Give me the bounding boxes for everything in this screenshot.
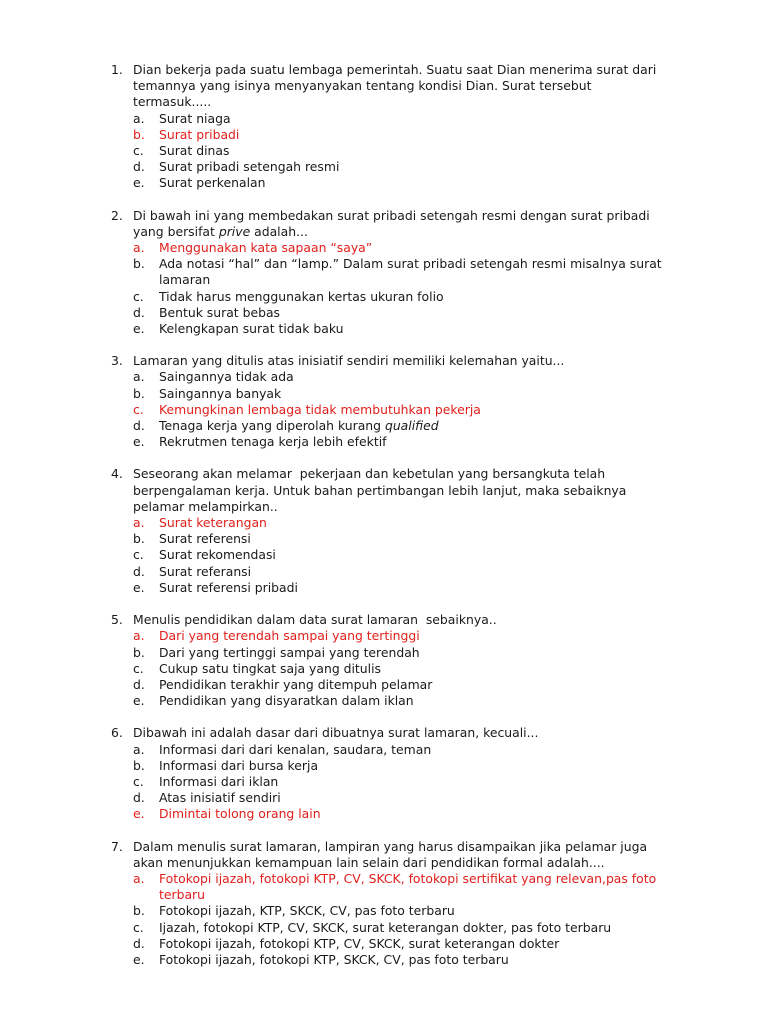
question-number: 2.: [111, 207, 123, 223]
option-text: Tidak harus menggunakan kertas ukuran folio: [159, 288, 444, 304]
option-letter: c.: [133, 401, 144, 417]
option-text: Cukup satu tingkat saja yang ditulis: [159, 660, 381, 676]
option-text-correct: Surat pribadi: [159, 126, 240, 142]
option-e: [0, 434, 768, 450]
option-letter: e.: [133, 434, 145, 450]
question-stem: [0, 353, 768, 369]
question-3: [0, 353, 768, 450]
option-text: Saingannya banyak: [159, 385, 282, 401]
option-c: [0, 774, 768, 790]
option-text: Surat perkenalan: [159, 175, 266, 191]
option-b: [0, 256, 768, 288]
question-text: [133, 208, 673, 240]
option-d: [0, 677, 768, 693]
option-letter: c.: [133, 773, 144, 789]
option-d: [0, 305, 768, 321]
option-text: Bentuk surat bebas: [159, 304, 280, 320]
question-text-part: Di bawah ini yang membedakan surat pribadi setengah resmi dengan surat pribadi yang bersifat: [133, 207, 654, 239]
option-e: [0, 175, 768, 191]
option-text: Dari yang tertinggi sampai yang terendah: [159, 644, 420, 660]
option-a: [0, 111, 768, 127]
question-stem: [0, 839, 768, 871]
option-letter: e.: [133, 175, 145, 191]
question-number: 7.: [111, 838, 123, 854]
option-c: [0, 143, 768, 159]
question-text: Lamaran yang ditulis atas inisiatif sendiri memiliki kelemahan yaitu...: [133, 353, 565, 369]
option-text: Fotokopi ijazah, KTP, SKCK, CV, pas foto terbaru: [159, 903, 455, 919]
option-letter: e.: [133, 321, 145, 337]
option-letter: a.: [133, 628, 145, 644]
question-stem: [0, 208, 768, 240]
option-d: [0, 936, 768, 952]
option-letter: c.: [133, 288, 144, 304]
option-letter: e.: [133, 579, 145, 595]
question-number: 3.: [111, 353, 123, 369]
question-text: Dalam menulis surat lamaran, lampiran yang harus disampaikan jika pelamar juga akan menunjukkan kemampuan lain selain dari pendidikan formal adalah....: [133, 838, 651, 870]
option-letter: a.: [133, 741, 145, 757]
question-7: [0, 839, 768, 969]
option-a: [0, 369, 768, 385]
option-letter: d.: [133, 159, 145, 175]
question-1: [0, 62, 768, 192]
option-d: [0, 418, 768, 434]
option-text-correct: Dimintai tolong orang lain: [159, 806, 321, 822]
question-5: [0, 612, 768, 709]
question-number: 6.: [111, 725, 123, 741]
question-stem: [0, 466, 768, 515]
option-a: [0, 871, 768, 903]
option-letter: b.: [133, 903, 145, 919]
option-letter: c.: [133, 143, 144, 159]
option-text: Fotokopi ijazah, fotokopi KTP, SKCK, CV, pas foto terbaru: [159, 951, 509, 967]
option-d: [0, 159, 768, 175]
option-text-correct: Fotokopi ijazah, fotokopi KTP, CV, SKCK, fotokopi sertifikat yang relevan,pas foto terbaru: [159, 870, 657, 903]
question-6: [0, 725, 768, 822]
question-stem: [0, 62, 768, 111]
option-text: Surat dinas: [159, 143, 230, 159]
question-4: [0, 466, 768, 596]
question-stem: [0, 612, 768, 628]
option-letter: d.: [133, 790, 145, 806]
option-text: Kelengkapan surat tidak baku: [159, 321, 344, 337]
option-text: Informasi dari bursa kerja: [159, 757, 319, 773]
option-text: Surat rekomendasi: [159, 547, 276, 563]
option-text: Surat referensi pribadi: [159, 579, 298, 595]
option-text: Pendidikan terakhir yang ditempuh pelamar: [159, 676, 433, 692]
question-2: [0, 208, 768, 338]
option-c: [0, 547, 768, 563]
option-b: [0, 127, 768, 143]
option-text: Ijazah, fotokopi KTP, CV, SKCK, surat keterangan dokter, pas foto terbaru: [159, 919, 612, 935]
option-text: Pendidikan yang disyaratkan dalam iklan: [159, 693, 414, 709]
option-letter: d.: [133, 935, 145, 951]
option-letter: c.: [133, 547, 144, 563]
option-letter: e.: [133, 951, 145, 967]
option-letter: a.: [133, 369, 145, 385]
question-text: Menulis pendidikan dalam data surat lamaran sebaiknya..: [133, 612, 497, 628]
option-letter: d.: [133, 304, 145, 320]
option-text-italic: qualified: [384, 418, 439, 434]
option-text: Ada notasi “hal” dan “lamp.” Dalam surat pribadi setengah resmi misalnya surat lamaran: [159, 256, 662, 288]
option-text: Informasi dari dari kenalan, saudara, teman: [159, 741, 432, 757]
option-letter: d.: [133, 563, 145, 579]
option-b: [0, 386, 768, 402]
question-number: 5.: [111, 612, 123, 628]
option-b: [0, 531, 768, 547]
option-text-correct: Surat keterangan: [159, 515, 267, 531]
question-text: Dibawah ini adalah dasar dari dibuatnya surat lamaran, kecuali...: [133, 725, 539, 741]
option-letter: c.: [133, 919, 144, 935]
option-text-correct: Kemungkinan lembaga tidak membutuhkan pekerja: [159, 401, 481, 417]
question-text-part: adalah...: [250, 223, 308, 239]
option-text: Informasi dari iklan: [159, 773, 279, 789]
option-text: Saingannya tidak ada: [159, 369, 294, 385]
option-letter: b.: [133, 644, 145, 660]
option-letter: a.: [133, 240, 145, 256]
option-e: [0, 693, 768, 709]
option-e: [0, 580, 768, 596]
option-letter: e.: [133, 806, 145, 822]
option-letter: a.: [133, 515, 145, 531]
option-b: [0, 903, 768, 919]
option-text: Surat pribadi setengah resmi: [159, 159, 340, 175]
option-letter: b.: [133, 385, 145, 401]
option-c: [0, 920, 768, 936]
option-a: [0, 240, 768, 256]
question-text: Seseorang akan melamar pekerjaan dan kebetulan yang bersangkuta telah berpengalaman kerja. Untuk bahan pertimbangan lebih lanjut, maka sebaiknya pelamar melampirkan..: [133, 466, 631, 514]
option-a: [0, 742, 768, 758]
option-e: [0, 806, 768, 822]
option-c: [0, 289, 768, 305]
question-number: 1.: [111, 62, 123, 77]
option-letter: b.: [133, 256, 145, 272]
option-letter: d.: [133, 676, 145, 692]
option-text: Atas inisiatif sendiri: [159, 790, 281, 806]
option-e: [0, 952, 768, 968]
option-c: [0, 661, 768, 677]
option-letter: e.: [133, 693, 145, 709]
option-text: Surat niaga: [159, 110, 231, 126]
option-letter: b.: [133, 757, 145, 773]
option-text: [159, 418, 679, 434]
option-text: Surat referensi: [159, 531, 251, 547]
option-text-part: Tenaga kerja yang diperolah kurang: [159, 418, 385, 434]
option-text: Surat referansi: [159, 563, 252, 579]
option-b: [0, 758, 768, 774]
option-e: [0, 321, 768, 337]
option-text-correct: Dari yang terendah sampai yang tertinggi: [159, 628, 420, 644]
option-b: [0, 645, 768, 661]
question-number: 4.: [111, 466, 123, 482]
option-text: Rekrutmen tenaga kerja lebih efektif: [159, 434, 387, 450]
option-a: [0, 628, 768, 644]
option-letter: a.: [133, 110, 145, 126]
option-text-correct: Menggunakan kata sapaan “saya”: [159, 240, 373, 256]
option-d: [0, 790, 768, 806]
question-text: Dian bekerja pada suatu lembaga pemerintah. Suatu saat Dian menerima surat dari temannya yang isinya menyanyakan tentang kondisi Dian. Surat tersebut termasuk.....: [133, 62, 661, 110]
question-stem: [0, 725, 768, 741]
option-text: Fotokopi ijazah, fotokopi KTP, CV, SKCK, surat keterangan dokter: [159, 935, 560, 951]
question-text-italic: prive: [218, 223, 251, 239]
option-c: [0, 402, 768, 418]
option-letter: d.: [133, 418, 145, 434]
option-a: [0, 515, 768, 531]
option-letter: c.: [133, 660, 144, 676]
option-letter: a.: [133, 870, 145, 886]
option-d: [0, 564, 768, 580]
option-letter: b.: [133, 531, 145, 547]
option-letter: b.: [133, 126, 145, 142]
